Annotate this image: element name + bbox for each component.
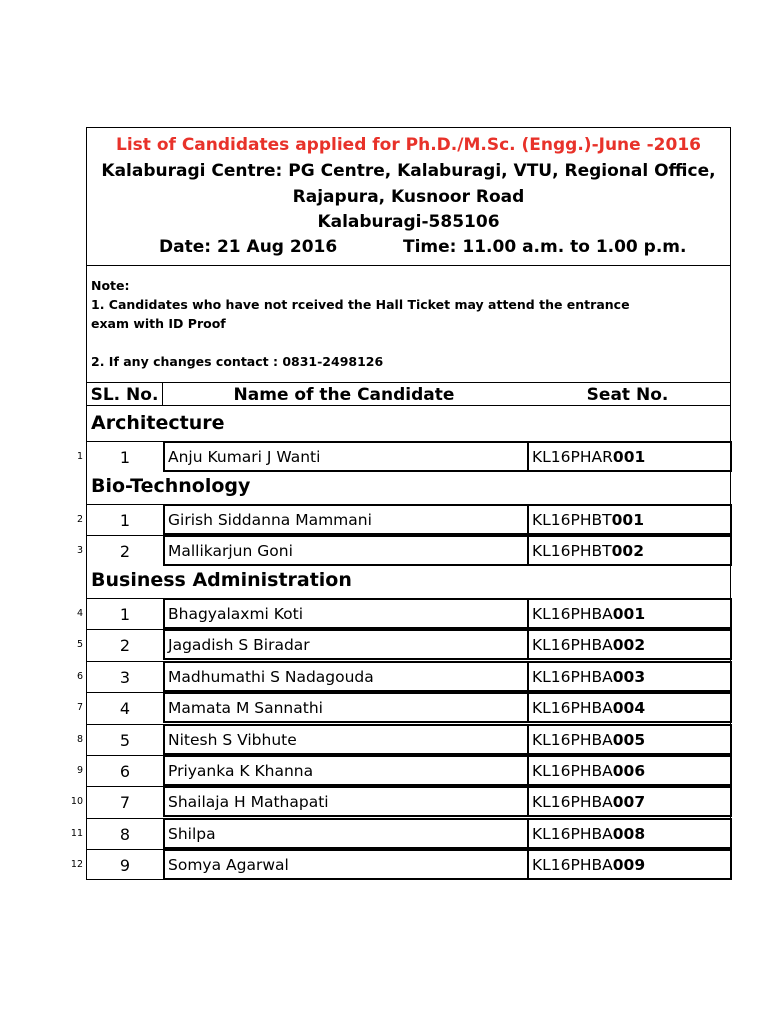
candidate-name-cell: Jagadish S Biradar [163, 629, 527, 660]
seat-number: 006 [612, 762, 646, 780]
note-label: Note: [91, 278, 130, 293]
note-1-line-1: 1. Candidates who have not rceived the Hall Ticket may attend the entrance [91, 297, 630, 312]
seat-number: 004 [612, 699, 646, 718]
column-header-seat: Seat No. [525, 382, 730, 406]
centre-line-2: Rajapura, Kusnoor Road [292, 187, 525, 207]
seat-prefix: KL16PHBT [532, 511, 612, 529]
serial-number-cell: 5 [87, 724, 163, 755]
seat-prefix: KL16PHAR [532, 448, 613, 466]
table-row [87, 504, 730, 535]
category-heading: Architecture [91, 412, 225, 434]
table-row [87, 724, 730, 755]
row-index-label: 9 [76, 765, 83, 776]
exam-time: Time: 11.00 a.m. to 1.00 p.m. [403, 237, 687, 257]
candidate-name-cell: Shilpa [163, 818, 527, 849]
serial-number-cell: 7 [87, 786, 163, 817]
seat-number-cell [527, 504, 732, 535]
row-index-label: 1 [76, 451, 83, 462]
seat-prefix: KL16PHBA [532, 762, 613, 780]
exam-date: Date: 21 Aug 2016 [159, 237, 338, 257]
centre-line-3: Kalaburagi-585106 [317, 212, 500, 232]
serial-number-cell: 2 [87, 629, 163, 660]
seat-prefix: KL16PHBA [532, 856, 613, 875]
seat-number: 008 [612, 824, 646, 843]
row-index-label: 2 [76, 514, 83, 525]
candidate-name-cell: Somya Agarwal [163, 849, 527, 880]
table-row [87, 755, 730, 786]
seat-number: 005 [612, 730, 646, 749]
row-index-label: 7 [76, 702, 83, 714]
seat-number: 007 [612, 793, 646, 812]
serial-number-cell: 9 [87, 849, 163, 880]
seat-number-cell [527, 629, 732, 660]
serial-number-cell: 1 [87, 504, 163, 535]
centre-line-1: Kalaburagi Centre: PG Centre, Kalaburagi, VTU, Regional Office, [101, 161, 716, 181]
table-row [87, 441, 730, 472]
column-header-sl: SL. No. [87, 382, 163, 406]
candidate-name-cell: Mallikarjun Goni [163, 535, 527, 566]
table-row [87, 535, 730, 566]
candidate-name-cell: Priyanka K Khanna [163, 755, 527, 786]
row-index-label: 8 [76, 733, 83, 745]
seat-number-cell [527, 535, 732, 566]
sheet-header [87, 128, 730, 266]
category-heading: Bio-Technology [91, 475, 251, 497]
table-row [87, 598, 730, 629]
category-heading: Business Administration [91, 569, 352, 591]
note-1-line-2: exam with ID Proof [91, 316, 226, 331]
table-row [87, 786, 730, 817]
seat-number-cell [527, 692, 732, 723]
candidate-name-cell: Mamata M Sannathi [163, 692, 527, 723]
row-index-label: 3 [76, 545, 83, 557]
seat-number: 001 [611, 511, 644, 529]
seat-number-cell [527, 818, 732, 849]
seat-number: 002 [611, 542, 644, 561]
candidate-name-cell: Madhumathi S Nadagouda [163, 661, 527, 692]
serial-number-cell: 4 [87, 692, 163, 723]
column-header-name: Name of the Candidate [163, 382, 525, 406]
table-row [87, 818, 730, 849]
row-index-label: 10 [70, 796, 83, 808]
seat-number-cell [527, 849, 732, 880]
seat-prefix: KL16PHBA [532, 636, 613, 655]
row-index-label: 6 [76, 670, 83, 682]
candidate-name-cell: Girish Siddanna Mammani [163, 504, 527, 535]
table-row [87, 692, 730, 723]
candidate-name-cell: Anju Kumari J Wanti [163, 441, 527, 472]
serial-number-cell: 8 [87, 818, 163, 849]
seat-number-cell [527, 441, 732, 472]
seat-prefix: KL16PHBT [532, 542, 612, 561]
serial-number-cell: 1 [87, 441, 163, 472]
sheet-title: List of Candidates applied for Ph.D./M.Sc. (Engg.)-June -2016 [116, 135, 701, 155]
seat-number-cell [527, 786, 732, 817]
serial-number-cell: 3 [87, 661, 163, 692]
seat-number-cell [527, 598, 732, 629]
seat-prefix: KL16PHBA [532, 793, 613, 812]
row-index-label: 4 [76, 608, 83, 619]
table-row [87, 661, 730, 692]
seat-number: 001 [612, 448, 646, 466]
seat-prefix: KL16PHBA [532, 605, 613, 623]
seat-number-cell [527, 661, 732, 692]
seat-number: 002 [612, 636, 646, 655]
seat-number: 009 [612, 856, 646, 875]
serial-number-cell: 2 [87, 535, 163, 566]
candidate-name-cell: Shailaja H Mathapati [163, 786, 527, 817]
notes-section [91, 276, 630, 371]
seat-number-cell [527, 755, 732, 786]
row-index-label: 11 [70, 827, 83, 839]
row-index-label: 12 [70, 859, 83, 871]
seat-prefix: KL16PHBA [532, 730, 613, 749]
seat-prefix: KL16PHBA [532, 824, 613, 843]
seat-number-cell [527, 724, 732, 755]
serial-number-cell: 1 [87, 598, 163, 629]
candidate-name-cell: Nitesh S Vibhute [163, 724, 527, 755]
row-index-label: 5 [76, 639, 83, 651]
table-row [87, 629, 730, 660]
serial-number-cell: 6 [87, 755, 163, 786]
seat-prefix: KL16PHBA [532, 699, 613, 718]
note-2: 2. If any changes contact : 0831-2498126 [91, 354, 384, 369]
seat-prefix: KL16PHBA [532, 667, 613, 686]
table-row [87, 849, 730, 880]
seat-number: 003 [612, 667, 646, 686]
candidate-list-sheet [86, 127, 731, 880]
candidate-name-cell: Bhagyalaxmi Koti [163, 598, 527, 629]
seat-number: 001 [612, 605, 646, 623]
